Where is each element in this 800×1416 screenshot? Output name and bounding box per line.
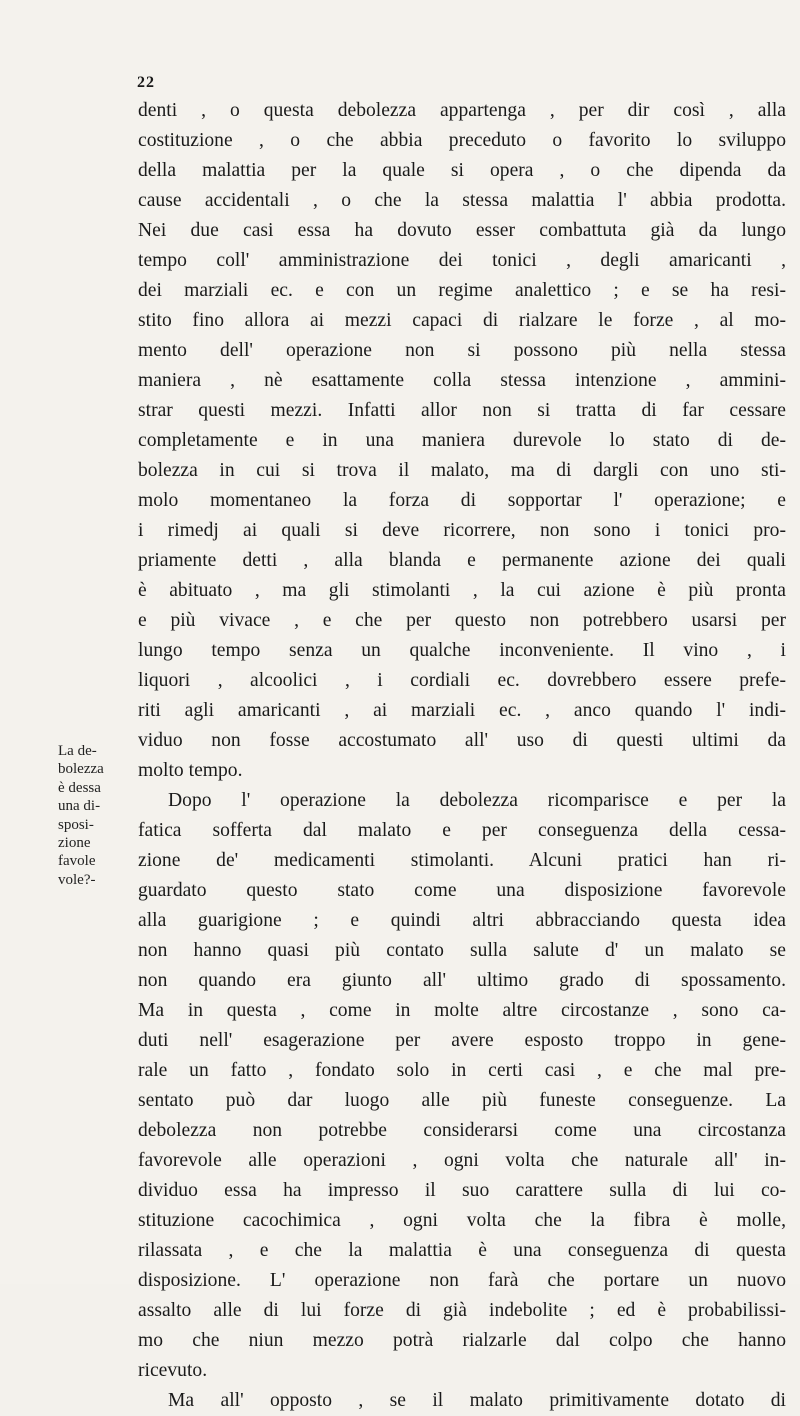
text-line: debolezza non potrebbe considerarsi come una circostanza [138, 1120, 786, 1141]
text-line: dividuo essa ha impresso il suo carattere sulla di lui co- [138, 1180, 786, 1201]
text-line: mento dell' operazione non si possono più nella stessa [138, 340, 786, 361]
text-line: molo momentaneo la forza di sopportar l' operazione; e [138, 490, 786, 511]
page-number: 22 [137, 74, 155, 91]
text-line: fatica sofferta dal malato e per conseguenza della cessa- [138, 820, 786, 841]
text-line: viduo non fosse accostumato all' uso di questi ultimi da [138, 730, 786, 751]
text-line: Dopo l' operazione la debolezza ricomparisce e per la [168, 790, 786, 811]
text-line: disposizione. L' operazione non farà che portare un nuovo [138, 1270, 786, 1291]
text-line: non hanno quasi più contato sulla salute d' un malato se [138, 940, 786, 961]
text-line: non quando era giunto all' ultimo grado di spossamento. [138, 970, 786, 991]
text-line: ricevuto. [138, 1360, 208, 1381]
text-line: assalto alle di lui forze di già indebolite ; ed è probabilissi- [138, 1300, 786, 1321]
margin-note [58, 742, 132, 889]
margin-note-line: zione [58, 835, 91, 852]
text-line: denti , o questa debolezza appartenga , per dir così , alla [138, 100, 786, 121]
text-line: della malattia per la quale si opera , o che dipenda da [138, 160, 786, 181]
text-line: e più vivace , e che per questo non potrebbero usarsi per [138, 610, 786, 631]
text-line: alla guarigione ; e quindi altri abbracciando questa idea [138, 910, 786, 931]
text-line: sentato può dar luogo alle più funeste conseguenze. La [138, 1090, 786, 1111]
margin-note-line: vole?- [58, 871, 96, 888]
text-line: lungo tempo senza un qualche inconveniente. Il vino , i [138, 640, 786, 661]
text-line: duti nell' esagerazione per avere esposto troppo in gene- [138, 1030, 786, 1051]
text-line: rale un fatto , fondato solo in certi casi , e che mal pre- [138, 1060, 786, 1081]
margin-note-line: favole [58, 853, 96, 870]
text-line: zione de' medicamenti stimolanti. Alcuni pratici han ri- [138, 850, 786, 871]
text-line: tempo coll' amministrazione dei tonici , degli amaricanti , [138, 250, 786, 271]
text-line: costituzione , o che abbia preceduto o favorito lo sviluppo [138, 130, 786, 151]
text-line: maniera , nè esattamente colla stessa intenzione , ammini- [138, 370, 786, 391]
text-line: è abituato , ma gli stimolanti , la cui azione è più pronta [138, 580, 786, 601]
text-line: priamente detti , alla blanda e permanente azione dei quali [138, 550, 786, 571]
text-line: riti agli amaricanti , ai marziali ec. , anco quando l' indi- [138, 700, 786, 721]
text-line: bolezza in cui si trova il malato, ma di dargli con uno sti- [138, 460, 786, 481]
text-line: favorevole alle operazioni , ogni volta che naturale all' in- [138, 1150, 786, 1171]
text-line: Nei due casi essa ha dovuto esser combattuta già da lungo [138, 220, 786, 241]
margin-note-line: La de- [58, 743, 97, 759]
margin-note-line: bolezza [58, 761, 104, 778]
text-line: guardato questo stato come una disposizione favorevole [138, 880, 786, 901]
text-line: liquori , alcoolici , i cordiali ec. dovrebbero essere prefe- [138, 670, 786, 691]
text-line: completamente e in una maniera durevole lo stato di de- [138, 430, 786, 451]
text-line: Ma all' opposto , se il malato primitivamente dotato di [168, 1390, 786, 1411]
text-line: molto tempo. [138, 760, 243, 781]
margin-note-line: sposi- [58, 816, 94, 833]
margin-note-line: una di- [58, 798, 101, 815]
body-text [138, 96, 786, 1416]
text-line: rilassata , e che la malattia è una conseguenza di questa [138, 1240, 786, 1261]
text-line: stito fino allora ai mezzi capaci di rialzare le forze , al mo- [138, 310, 786, 331]
text-line: i rimedj ai quali si deve ricorrere, non sono i tonici pro- [138, 520, 786, 541]
text-line: strar questi mezzi. Infatti allor non si tratta di far cessare [138, 400, 786, 421]
text-line: Ma in questa , come in molte altre circostanze , sono ca- [138, 1000, 786, 1021]
text-line: mo che niun mezzo potrà rialzarle dal colpo che hanno [138, 1330, 786, 1351]
text-line: cause accidentali , o che la stessa malattia l' abbia prodotta. [138, 190, 786, 211]
text-line: stituzione cacochimica , ogni volta che la fibra è molle, [138, 1210, 786, 1231]
text-line: dei marziali ec. e con un regime analettico ; e se ha resi- [138, 280, 786, 301]
margin-note-line: è dessa [58, 779, 101, 796]
